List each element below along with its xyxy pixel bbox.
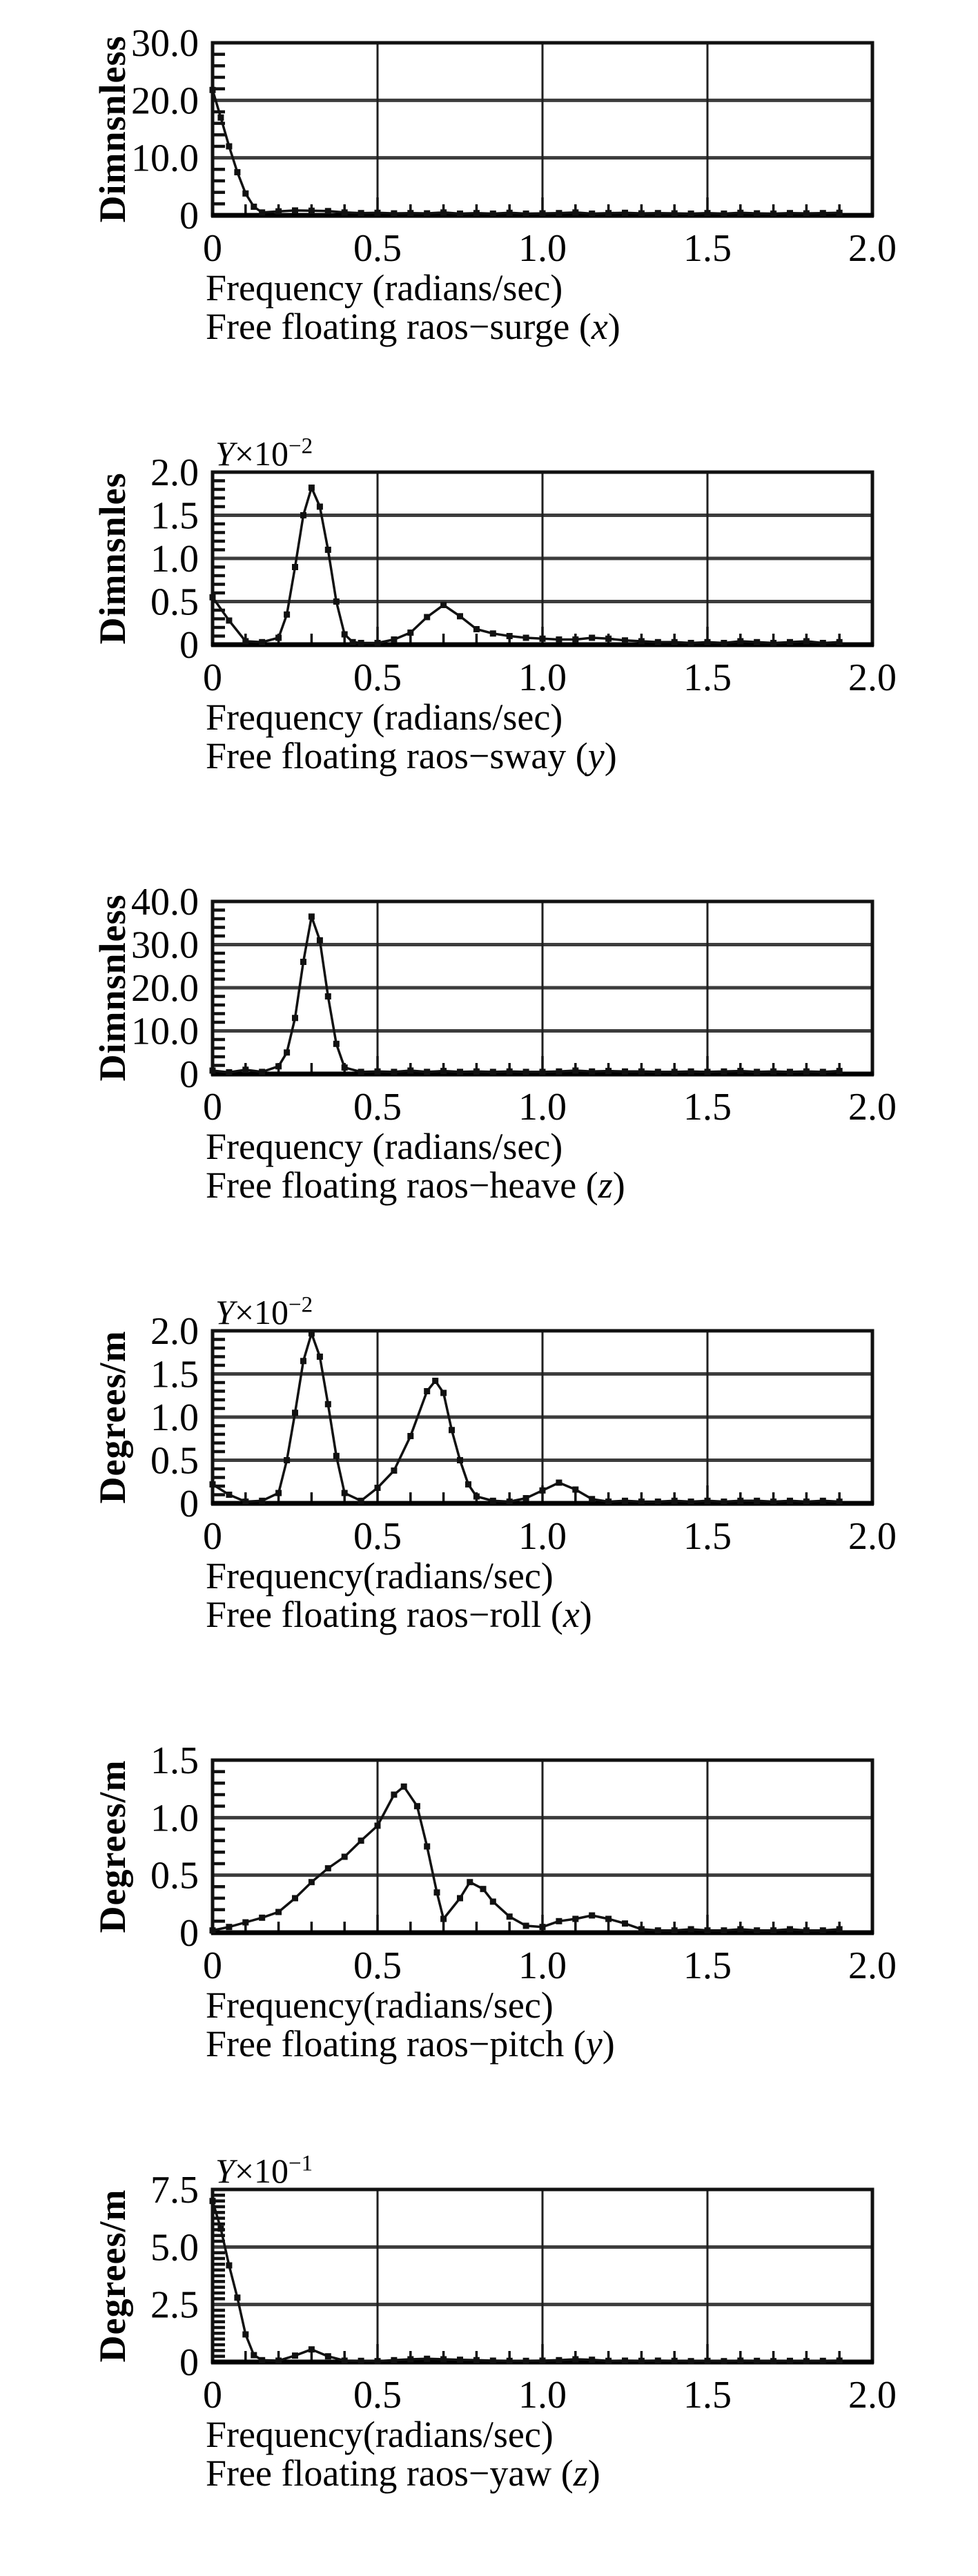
- chart-title-roll: [206, 1593, 592, 1636]
- svg-text:0.5: 0.5: [353, 1515, 402, 1558]
- title-variable: x: [591, 306, 608, 347]
- svg-text:0: 0: [203, 227, 222, 270]
- svg-text:1.0: 1.0: [150, 1396, 199, 1439]
- y-axis-label-yaw: Degrees/m: [92, 2189, 133, 2363]
- x-axis-label-yaw: Frequency(radians/sec): [206, 2414, 554, 2455]
- y-scale-var: Y: [215, 1293, 235, 1331]
- svg-text:0: 0: [203, 1944, 222, 1987]
- svg-text:20.0: 20.0: [131, 79, 199, 123]
- svg-text:1.5: 1.5: [150, 494, 199, 538]
- svg-text:2.0: 2.0: [848, 1515, 897, 1558]
- svg-text:1.5: 1.5: [683, 227, 732, 270]
- svg-text:1.0: 1.0: [150, 538, 199, 580]
- chart-heave: [0, 859, 978, 1288]
- svg-text:1.5: 1.5: [683, 1515, 732, 1558]
- svg-text:1.5: 1.5: [683, 1086, 732, 1129]
- svg-text:2.0: 2.0: [848, 656, 897, 699]
- svg-text:10.0: 10.0: [131, 137, 199, 180]
- plot-area-roll: [0, 1288, 978, 1717]
- title-variable: z: [598, 1164, 613, 1206]
- svg-text:30.0: 30.0: [131, 924, 199, 967]
- svg-text:5.0: 5.0: [150, 2226, 199, 2270]
- svg-text:2.0: 2.0: [848, 1944, 897, 1987]
- y-scale-base: ×10: [234, 1293, 289, 1331]
- y-scale-exponent: −1: [288, 2151, 313, 2176]
- svg-text:0.5: 0.5: [150, 580, 199, 624]
- svg-text:1.5: 1.5: [683, 1944, 732, 1987]
- plot-area-yaw: [0, 2147, 978, 2576]
- svg-text:2.0: 2.0: [848, 2374, 897, 2417]
- x-axis-label-roll: Frequency(radians/sec): [206, 1555, 554, 1597]
- chart-title-surge: [206, 305, 620, 348]
- svg-text:0: 0: [179, 1912, 199, 1955]
- svg-text:0: 0: [179, 1483, 199, 1525]
- svg-text:0.5: 0.5: [353, 656, 402, 699]
- svg-text:1.5: 1.5: [150, 1353, 199, 1396]
- svg-text:1.5: 1.5: [683, 2374, 732, 2417]
- plot-area-heave: [0, 859, 978, 1288]
- title-text: Free floating raos−heave (: [206, 1164, 598, 1206]
- y-scale-var: Y: [215, 2151, 235, 2190]
- plot-area-sway: [0, 429, 978, 859]
- title-text: Free floating raos−sway (: [206, 735, 588, 777]
- svg-text:1.0: 1.0: [150, 1797, 199, 1840]
- chart-pitch: [0, 1717, 978, 2147]
- y-axis-label-surge: Dimnsnless: [92, 35, 133, 223]
- svg-text:0: 0: [203, 2374, 222, 2417]
- title-variable: y: [587, 735, 605, 777]
- svg-text:0: 0: [179, 2341, 199, 2384]
- svg-text:40.0: 40.0: [131, 881, 199, 924]
- y-axis-label-heave: Dimnsnless: [92, 894, 133, 1082]
- svg-text:0: 0: [179, 624, 199, 667]
- svg-text:2.0: 2.0: [848, 227, 897, 270]
- title-text: Free floating raos−yaw (: [206, 2452, 574, 2494]
- svg-text:0: 0: [179, 195, 199, 237]
- svg-text:0.5: 0.5: [353, 1944, 402, 1987]
- svg-text:0: 0: [203, 1086, 222, 1129]
- y-scale-base: ×10: [234, 434, 289, 473]
- svg-text:2.5: 2.5: [150, 2283, 199, 2327]
- title-close: ): [604, 735, 617, 777]
- title-text: Free floating raos−roll (: [206, 1594, 563, 1635]
- svg-text:2.0: 2.0: [848, 1086, 897, 1129]
- svg-text:0: 0: [179, 1053, 199, 1096]
- svg-text:1.0: 1.0: [518, 1515, 567, 1558]
- title-variable: x: [563, 1594, 580, 1635]
- y-scale-exponent: −2: [288, 1292, 313, 1318]
- svg-text:1.0: 1.0: [518, 1944, 567, 1987]
- title-variable: y: [585, 2023, 603, 2065]
- title-text: Free floating raos−surge (: [206, 306, 591, 347]
- chart-title-pitch: [206, 2022, 615, 2065]
- svg-text:30.0: 30.0: [131, 22, 199, 65]
- svg-text:0.5: 0.5: [353, 2374, 402, 2417]
- svg-text:2.0: 2.0: [150, 451, 199, 494]
- y-scale-exponent: −2: [288, 433, 313, 459]
- svg-text:10.0: 10.0: [131, 1010, 199, 1053]
- chart-yaw: [0, 2147, 978, 2576]
- plot-area-surge: [0, 0, 978, 429]
- y-axis-label-pitch: Degrees/m: [92, 1759, 133, 1933]
- x-axis-label-pitch: Frequency(radians/sec): [206, 1984, 554, 2026]
- svg-text:1.0: 1.0: [518, 2374, 567, 2417]
- title-close: ): [579, 1594, 592, 1635]
- svg-text:0.5: 0.5: [353, 227, 402, 270]
- title-variable: z: [573, 2452, 588, 2494]
- svg-text:1.0: 1.0: [518, 656, 567, 699]
- chart-title-yaw: [206, 2452, 600, 2495]
- svg-text:0: 0: [203, 656, 222, 699]
- svg-text:1.5: 1.5: [150, 1739, 199, 1782]
- y-scale-var: Y: [215, 434, 235, 473]
- svg-text:0.5: 0.5: [150, 1854, 199, 1897]
- title-close: ): [602, 2023, 615, 2065]
- x-axis-label-surge: Frequency (radians/sec): [206, 267, 563, 309]
- x-axis-label-heave: Frequency (radians/sec): [206, 1126, 563, 1167]
- svg-text:2.0: 2.0: [150, 1310, 199, 1353]
- y-axis-label-sway: Dimnsnles: [92, 472, 133, 645]
- y-axis-label-roll: Degrees/m: [92, 1330, 133, 1504]
- x-axis-label-sway: Frequency (radians/sec): [206, 696, 563, 738]
- svg-text:1.0: 1.0: [518, 1086, 567, 1129]
- title-text: Free floating raos−pitch (: [206, 2023, 586, 2065]
- chart-title-sway: [206, 734, 617, 777]
- chart-surge: [0, 0, 978, 429]
- title-close: ): [587, 2452, 600, 2494]
- svg-text:20.0: 20.0: [131, 967, 199, 1010]
- chart-roll: [0, 1288, 978, 1717]
- chart-title-heave: [206, 1164, 625, 1207]
- title-close: ): [607, 306, 620, 347]
- svg-text:0.5: 0.5: [150, 1439, 199, 1483]
- chart-sway: [0, 429, 978, 859]
- title-close: ): [612, 1164, 625, 1206]
- svg-text:1.0: 1.0: [518, 227, 567, 270]
- plot-area-pitch: [0, 1717, 978, 2147]
- svg-text:0: 0: [203, 1515, 222, 1558]
- svg-text:1.5: 1.5: [683, 656, 732, 699]
- y-scale-base: ×10: [234, 2151, 289, 2190]
- svg-text:7.5: 7.5: [150, 2169, 199, 2212]
- svg-text:0.5: 0.5: [353, 1086, 402, 1129]
